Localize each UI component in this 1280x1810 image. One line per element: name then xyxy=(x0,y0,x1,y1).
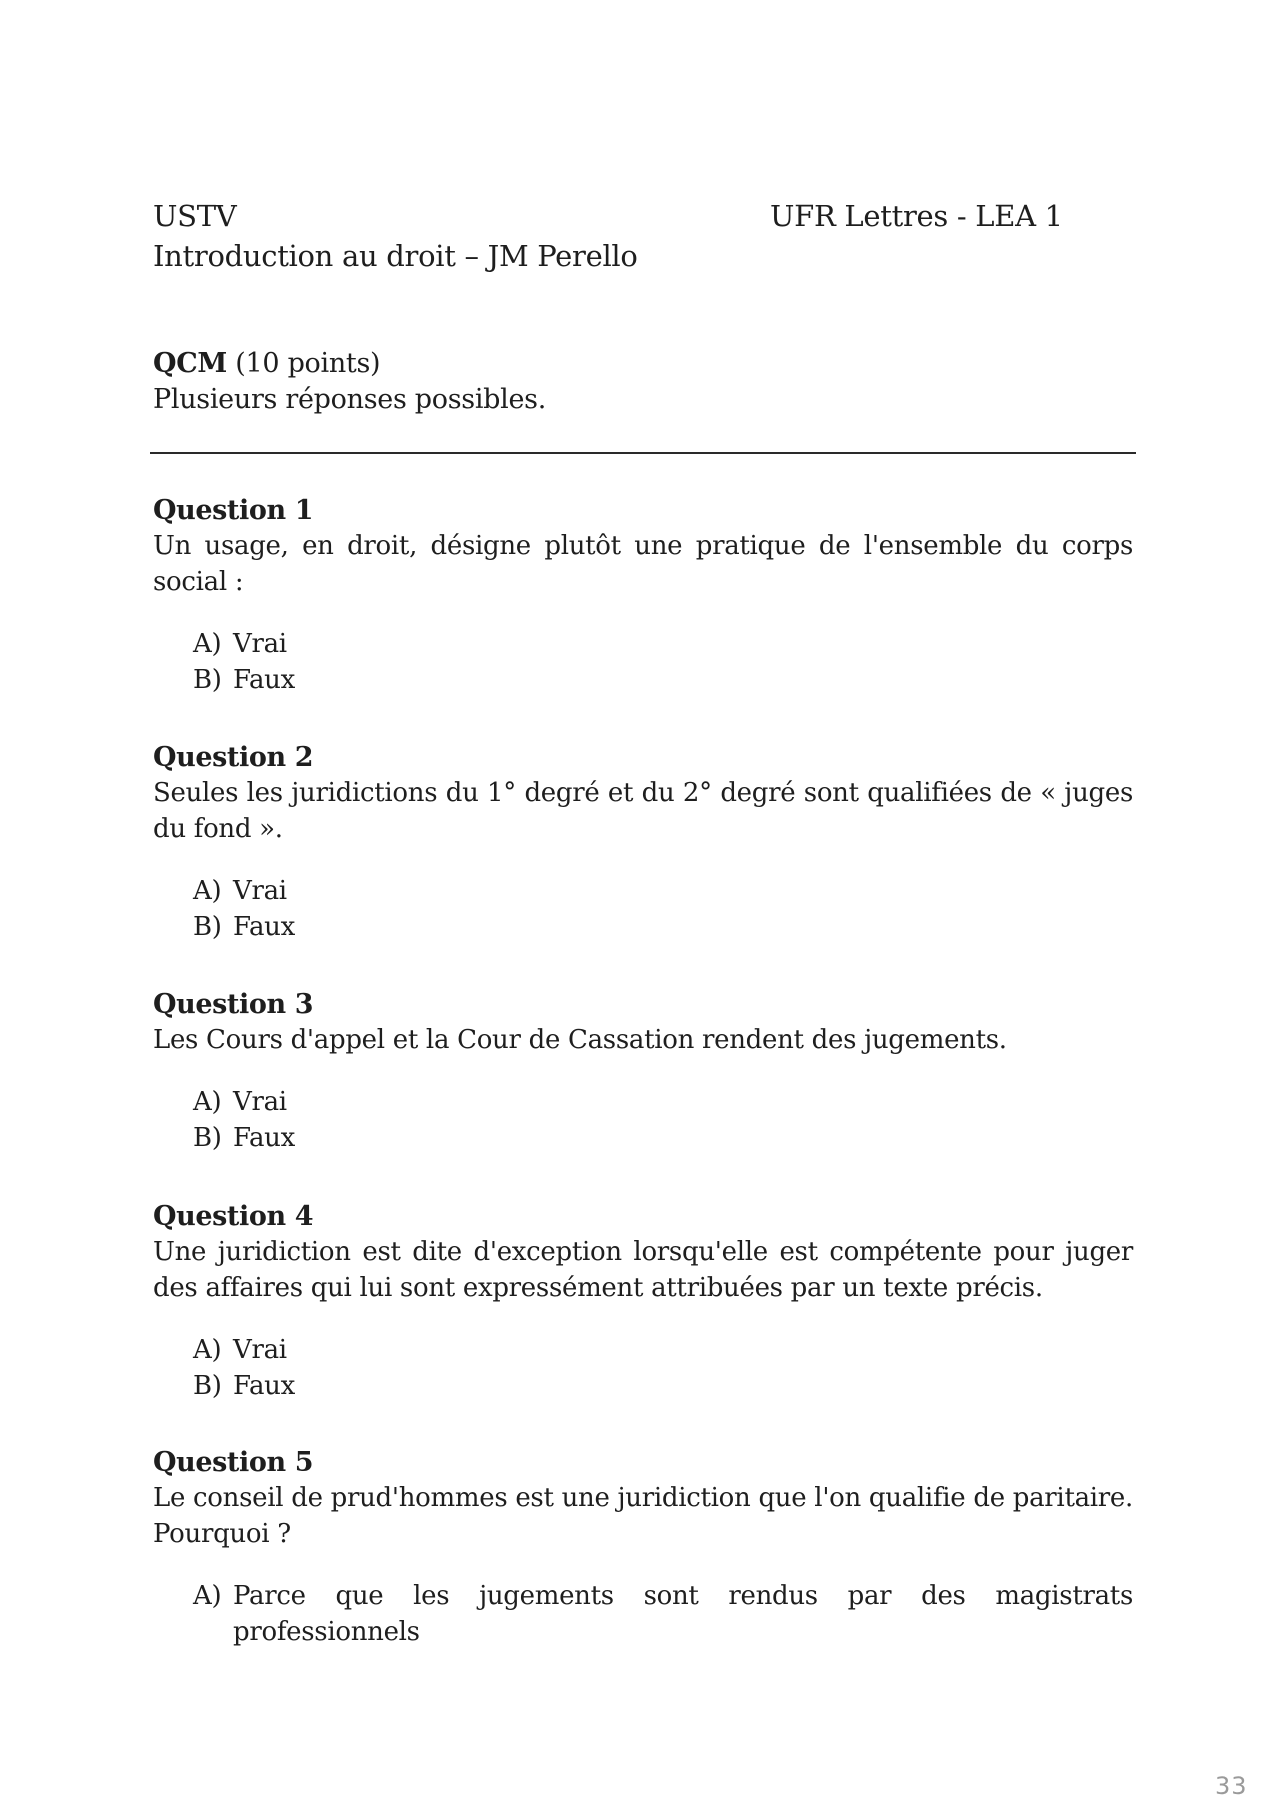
question-title: Question 1 xyxy=(153,495,314,526)
option-b xyxy=(193,1368,1133,1404)
question-text: Une juridiction est dite d'exception lorsqu'elle est compétente pour juger des affaires qui lui sont expressément attribuées par un texte précis. xyxy=(153,1237,1133,1303)
question-5 xyxy=(153,1446,1133,1650)
question-text: Un usage, en droit, désigne plutôt une pratique de l'ensemble du corps social : xyxy=(153,531,1133,597)
option-text: Vrai xyxy=(233,1335,287,1365)
question-title: Question 2 xyxy=(153,742,314,773)
institution-name: USTV xyxy=(153,199,237,233)
option-text: Faux xyxy=(233,1371,295,1401)
qcm-points: (10 points) xyxy=(235,348,381,379)
answer-options xyxy=(193,1332,1133,1404)
header-left xyxy=(153,196,638,276)
department-name: UFR Lettres - LEA 1 xyxy=(770,199,1063,233)
option-letter: B) xyxy=(193,1123,222,1153)
option-a xyxy=(193,626,1133,662)
option-letter: A) xyxy=(193,629,222,659)
question-3 xyxy=(153,988,1133,1156)
answer-options xyxy=(193,626,1133,698)
option-b xyxy=(193,1120,1133,1156)
page-number: 33 xyxy=(1215,1772,1248,1800)
option-letter: B) xyxy=(193,1371,222,1401)
option-a xyxy=(193,1578,1133,1650)
question-text: Les Cours d'appel et la Cour de Cassation rendent des jugements. xyxy=(153,1025,1007,1055)
option-text: Parce que les jugements sont rendus par des magistrats professionnels xyxy=(233,1581,1133,1647)
option-text: Faux xyxy=(233,1123,295,1153)
option-a xyxy=(193,1084,1133,1120)
option-letter: B) xyxy=(193,665,222,695)
separator-rule xyxy=(150,452,1136,454)
answer-options xyxy=(193,1084,1133,1156)
option-a xyxy=(193,873,1133,909)
option-text: Vrai xyxy=(233,876,287,906)
course-title: Introduction au droit – JM Perello xyxy=(153,239,638,273)
option-letter: A) xyxy=(193,1087,222,1117)
answer-options xyxy=(193,1578,1133,1650)
question-text: Le conseil de prud'hommes est une juridiction que l'on qualifie de paritaire. Pourquoi ? xyxy=(153,1483,1133,1549)
option-letter: B) xyxy=(193,912,222,942)
option-letter: A) xyxy=(193,876,222,906)
question-title: Question 5 xyxy=(153,1447,314,1478)
question-title: Question 3 xyxy=(153,989,314,1020)
option-text: Vrai xyxy=(233,629,287,659)
question-1 xyxy=(153,494,1133,698)
qcm-instructions: Plusieurs réponses possibles. xyxy=(153,384,547,415)
option-letter: A) xyxy=(193,1335,222,1365)
instructions-block xyxy=(153,346,546,418)
option-text: Faux xyxy=(233,665,295,695)
option-text: Faux xyxy=(233,912,295,942)
option-b xyxy=(193,909,1133,945)
option-a xyxy=(193,1332,1133,1368)
question-title: Question 4 xyxy=(153,1201,314,1232)
option-text: Vrai xyxy=(233,1087,287,1117)
question-text: Seules les juridictions du 1° degré et du 2° degré sont qualifiées de « juges du fond ». xyxy=(153,778,1133,844)
question-4 xyxy=(153,1200,1133,1404)
qcm-heading xyxy=(153,346,546,382)
option-b xyxy=(193,662,1133,698)
question-2 xyxy=(153,741,1133,945)
option-letter: A) xyxy=(193,1581,222,1611)
qcm-label: QCM xyxy=(153,348,227,379)
answer-options xyxy=(193,873,1133,945)
